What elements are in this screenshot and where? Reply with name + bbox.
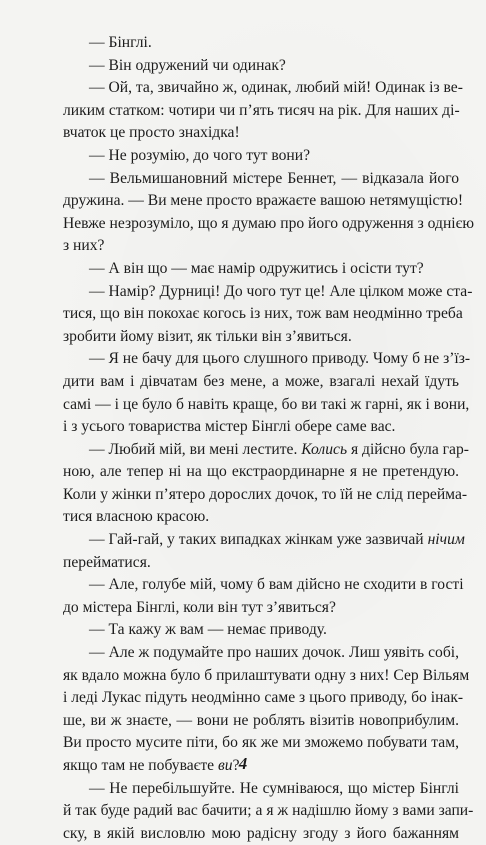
text-run: — Не перебільшуйте. Не сумніваюся, що містер Бінглі: [89, 779, 459, 797]
text-line: [63, 281, 473, 304]
text-run: ною, але тепер ні на що екстраординарне я не претендую.: [63, 463, 459, 481]
text-run: — Бінглі.: [89, 34, 152, 51]
text-run: — Гай-гай, у таких випадках жінкам уже зазвичай: [89, 531, 428, 549]
text-line: [63, 484, 468, 507]
text-run: вчаток це просто знахідка!: [63, 124, 240, 142]
text-run: — Не розумію, до чого тут вони?: [89, 146, 310, 164]
text-line: [63, 823, 459, 845]
text-line: [63, 439, 469, 462]
text-run: — Ой, та, звичайно ж, одинак, любий мій! Одинак із ве-: [89, 79, 463, 97]
text-line: [63, 710, 459, 733]
text-run: ?: [232, 757, 240, 774]
text-run: самі — і це було б навіть краще, бо ви такі ж гарні, як і вони,: [63, 395, 470, 413]
text-line: [63, 574, 464, 597]
text-run: — Він одружений чи одинак?: [89, 56, 286, 74]
text-line: [63, 303, 463, 326]
text-run: — Та кажу ж вам — немає приводу.: [89, 621, 327, 639]
text-line: [63, 552, 459, 575]
text-line: [63, 145, 459, 168]
text-run: до містера Бінглі, коли він тут з’явиться?: [63, 598, 336, 616]
text-line: [63, 168, 459, 191]
text-run: і леді Лукас підуть неодмінно саме з цього приводу, бо інак-: [63, 689, 464, 707]
text-run: і з усього товариства містер Бінглі обере саме вас.: [63, 418, 396, 436]
text-line: [63, 394, 470, 417]
text-run: — Я не бачу для цього слушного приводу. Чому б не з’їз-: [89, 350, 471, 368]
text-run: ликим статком: чотири чи п’ять тисяч на рік. Для наших ді-: [63, 101, 460, 119]
text-line: [63, 416, 459, 439]
text-line: [63, 55, 459, 78]
text-run: Невже незрозуміло, що я думаю про його одруження з однією: [63, 214, 474, 232]
text-run: Ви просто мусите піти, бо як же ми зможемо побувати там,: [63, 734, 459, 752]
text-run: перейматися.: [63, 553, 151, 571]
text-run: — Любий мій, ви мені лестите.: [89, 440, 302, 458]
text-line: [63, 371, 459, 394]
text-run: з них?: [63, 237, 105, 255]
text-run: тися власною красою.: [63, 508, 210, 526]
italic-text: Колись: [301, 440, 348, 458]
text-line: [63, 732, 459, 755]
text-run: — А він що — має намір одружитись і осісти тут?: [89, 259, 424, 277]
text-run: — Але ж подумайте про наших дочок. Лиш уявіть собі,: [89, 644, 459, 662]
text-run: я дійсно була гар-: [347, 440, 469, 458]
text-run: ше, ви ж знаєте, — вони не роблять візитів новоприбулим.: [63, 711, 459, 729]
text-run: ску, в якій висловлю мою радісну згоду з його бажанням: [63, 824, 459, 842]
text-line: [63, 348, 471, 371]
text-run: дружина. — Ви мене просто вражаєте вашою нетямущістю!: [63, 192, 464, 210]
text-line: [63, 122, 459, 145]
text-line: [63, 100, 459, 123]
page-number: 4: [238, 754, 248, 773]
text-line: [63, 642, 459, 665]
text-line: [63, 32, 459, 55]
text-line: [63, 800, 474, 823]
text-line: [63, 235, 459, 258]
text-run: як вдало можна було б прилаштувати одну з них! Сер Вільям: [63, 666, 470, 684]
text-run: й так буде радий вас бачити; а я ж надішлю йому з вами запи-: [63, 802, 474, 820]
italic-text: ви: [218, 757, 233, 774]
text-line: [63, 687, 464, 710]
text-run: дити вам і дівчатам без мене, а може, взагалі нехай їдуть: [63, 372, 459, 390]
text-run: тися, що він покохає когось із них, тож вам неодмінно треба: [63, 305, 463, 323]
text-run: — Але, голубе мій, чому б вам дійсно не сходити в гості: [89, 576, 464, 594]
text-run: — Вельмишановний містере Беннет, — відказала його: [89, 169, 459, 187]
text-line: [63, 77, 463, 100]
text-line: [63, 190, 464, 213]
text-run: — Намір? Дурниці! До чого тут це! Але цілком може ста-: [89, 282, 473, 300]
body-text: [63, 32, 474, 845]
italic-text: нічим: [427, 531, 465, 549]
text-line: [63, 258, 459, 281]
text-line: [63, 665, 470, 688]
text-line: [63, 213, 474, 236]
text-line: [63, 326, 459, 349]
text-line: [63, 529, 465, 552]
text-line: [63, 461, 459, 484]
text-line: [63, 506, 459, 529]
text-run: якщо там не побуваєте: [63, 757, 218, 774]
text-run: зробити йому візит, як тільки він з’явиться.: [63, 327, 352, 345]
text-line: [63, 619, 459, 642]
text-run: Коли у жінки п’ятеро дорослих дочок, то їй не слід перейма-: [63, 485, 468, 503]
text-line: [63, 778, 459, 801]
text-line: [63, 597, 459, 620]
